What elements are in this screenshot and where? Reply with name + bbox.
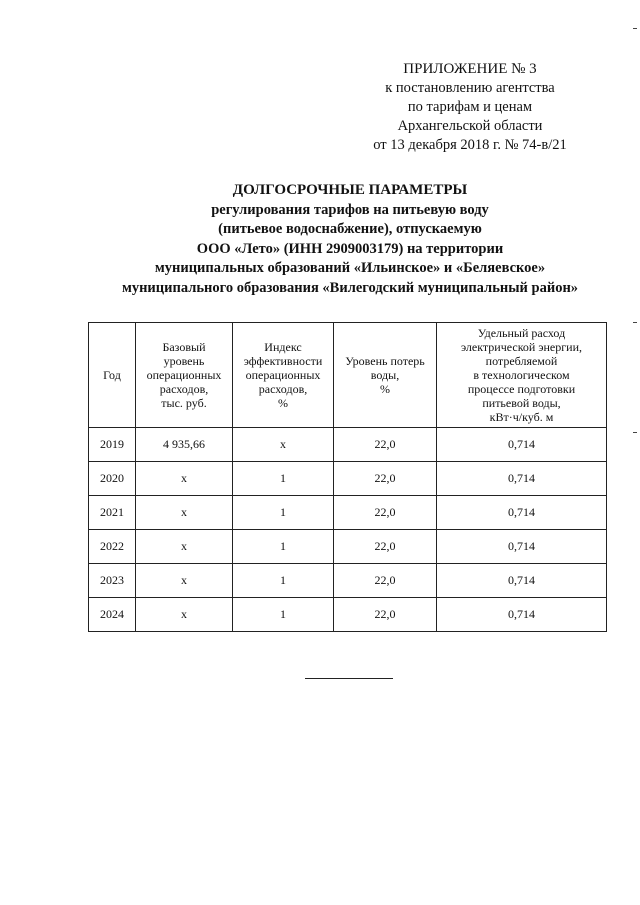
heading-line: (питьевое водоснабжение), отпускаемую	[218, 221, 482, 238]
appendix-title: ПРИЛОЖЕНИЕ № 3	[403, 61, 537, 77]
cell-year: 2021	[89, 496, 136, 530]
heading-line: муниципальных образований «Ильинское» и «Беляевское»	[154, 260, 546, 277]
cell-base-opex: х	[136, 462, 233, 496]
cell-efficiency-index: 1	[233, 564, 334, 598]
cell-base-opex: х	[136, 530, 233, 564]
cell-year: 2022	[89, 530, 136, 564]
cell-water-losses: 22,0	[334, 530, 437, 564]
table-row	[89, 530, 607, 564]
cell-base-opex: х	[136, 564, 233, 598]
table-row	[89, 564, 607, 598]
cell-year: 2023	[89, 564, 136, 598]
cell-energy-consumption: 0,714	[437, 428, 607, 462]
heading-line: муниципального образования «Вилегодский муниципальный район»	[121, 279, 579, 296]
parameters-table	[88, 322, 607, 632]
cell-water-losses: 22,0	[334, 496, 437, 530]
heading-line: регулирования тарифов на питьевую воду	[211, 201, 489, 218]
cell-base-opex: х	[136, 598, 233, 632]
table-row	[89, 428, 607, 462]
cell-year: 2024	[89, 598, 136, 632]
appendix-date-line: от 13 декабря 2018 г. № 74-в/21	[373, 137, 567, 153]
cell-efficiency-index: 1	[233, 598, 334, 632]
table-row	[89, 598, 607, 632]
cell-energy-consumption: 0,714	[437, 598, 607, 632]
cell-energy-consumption: 0,714	[437, 530, 607, 564]
cell-efficiency-index: 1	[233, 462, 334, 496]
appendix-line: по тарифам и ценам	[407, 99, 533, 115]
cell-energy-consumption: 0,714	[437, 462, 607, 496]
cell-base-opex: х	[136, 496, 233, 530]
heading-line: ООО «Лето» (ИНН 2909003179) на территории	[196, 240, 504, 257]
appendix-line: Архангельской области	[397, 118, 543, 134]
header-efficiency-index: Индекс эффективности операционных расходов, %	[233, 323, 334, 428]
table-header-row	[89, 323, 607, 428]
document-heading	[60, 181, 640, 299]
cell-efficiency-index: х	[233, 428, 334, 462]
scan-edge-mark	[633, 432, 637, 433]
cell-energy-consumption: 0,714	[437, 564, 607, 598]
cell-energy-consumption: 0,714	[437, 496, 607, 530]
appendix-block	[340, 60, 600, 155]
scan-edge-mark	[633, 322, 637, 323]
table-row	[89, 462, 607, 496]
cell-year: 2020	[89, 462, 136, 496]
cell-water-losses: 22,0	[334, 564, 437, 598]
closing-divider-line	[305, 678, 393, 679]
header-energy-consumption: Удельный расход электрической энергии, потребляемой в технологическом процессе подготовки питьевой воды, кВт·ч/куб. м	[437, 323, 607, 428]
cell-water-losses: 22,0	[334, 462, 437, 496]
cell-efficiency-index: 1	[233, 530, 334, 564]
cell-efficiency-index: 1	[233, 496, 334, 530]
header-water-losses: Уровень потерь воды, %	[334, 323, 437, 428]
header-base-opex: Базовый уровень операционных расходов, тыс. руб.	[136, 323, 233, 428]
table-row	[89, 496, 607, 530]
header-year: Год	[89, 323, 136, 428]
scan-edge-mark	[633, 28, 637, 29]
cell-base-opex: 4 935,66	[136, 428, 233, 462]
cell-water-losses: 22,0	[334, 428, 437, 462]
cell-year: 2019	[89, 428, 136, 462]
heading-title: ДОЛГОСРОЧНЫЕ ПАРАМЕТРЫ	[232, 182, 468, 198]
cell-water-losses: 22,0	[334, 598, 437, 632]
appendix-line: к постановлению агентства	[385, 80, 555, 96]
